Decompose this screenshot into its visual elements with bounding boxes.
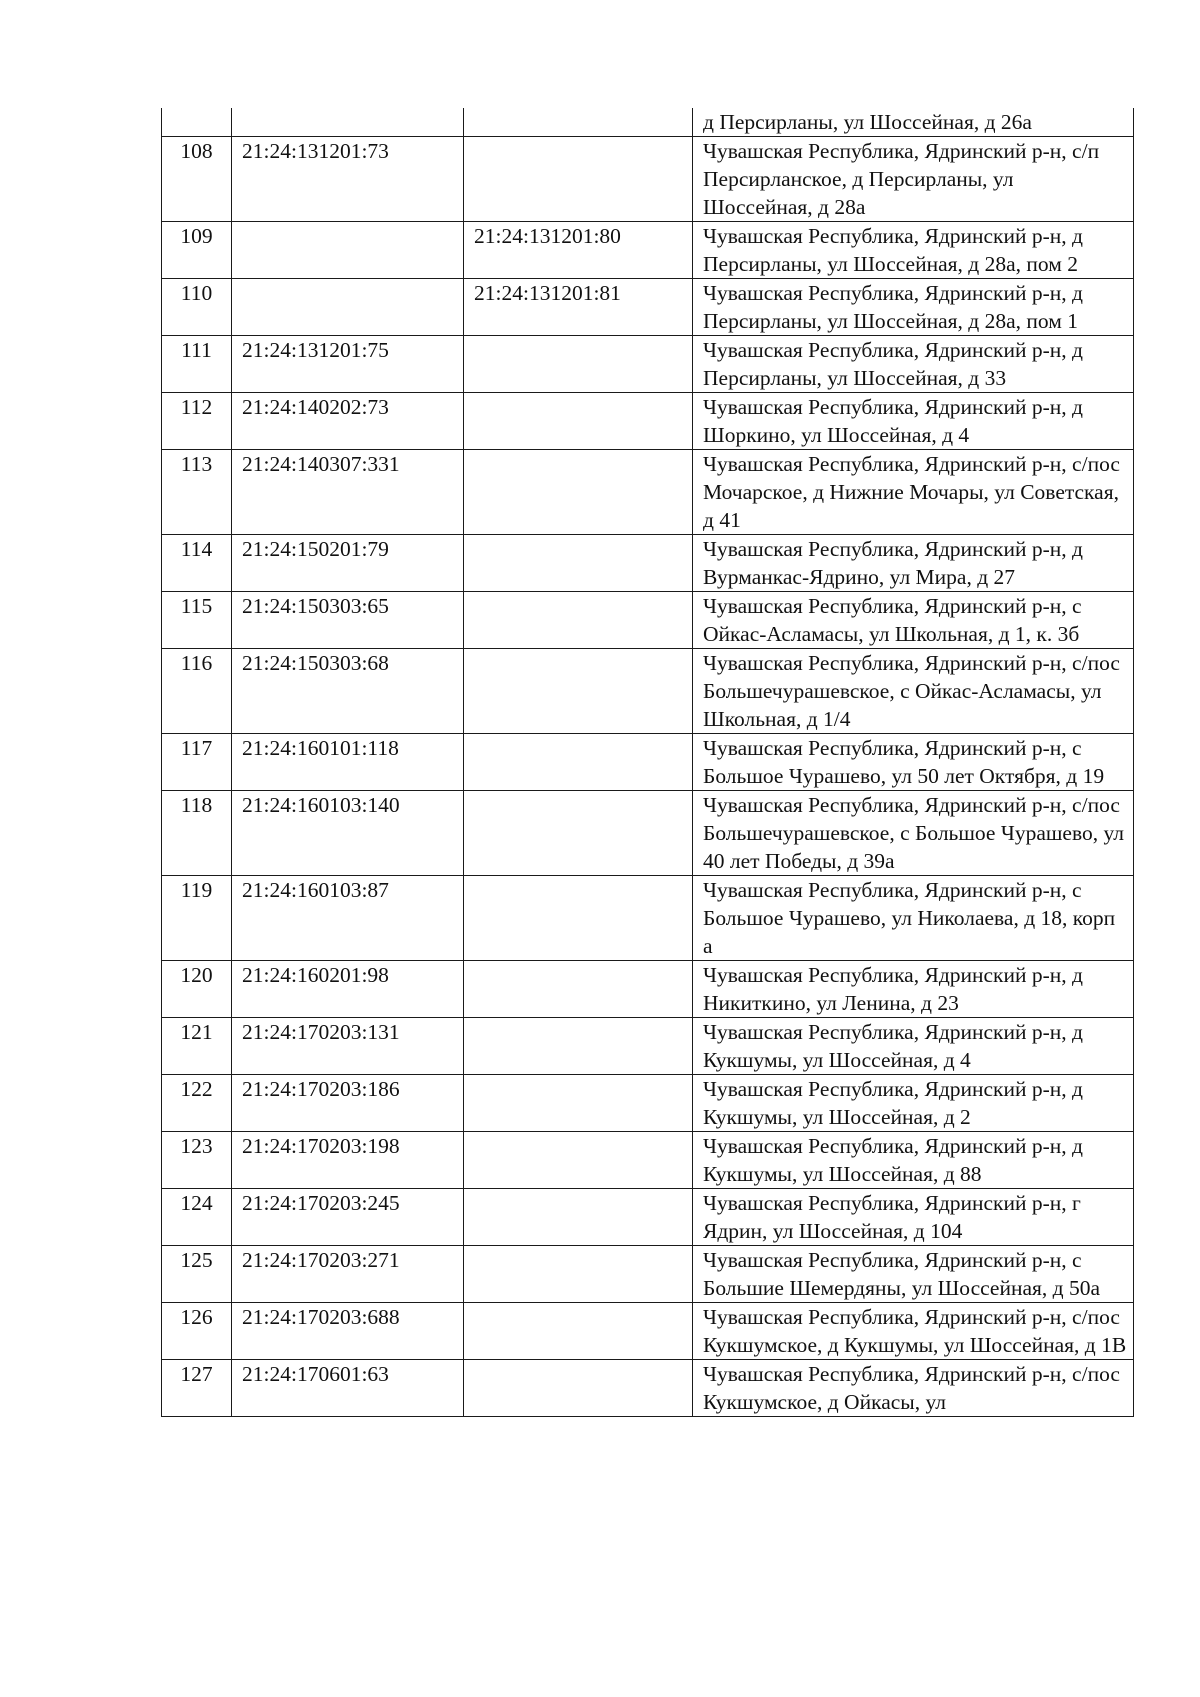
cadastral-number-building [464, 1018, 693, 1075]
cadastral-number-building [464, 137, 693, 222]
table-row [162, 1246, 1134, 1303]
cadastral-number-building [464, 649, 693, 734]
table-row [162, 961, 1134, 1018]
table-row [162, 336, 1134, 393]
address-cell: Чувашская Республика, Ядринский р-н, с Большое Чурашево, ул Николаева, д 18, корп а [693, 876, 1134, 961]
address-cell: Чувашская Республика, Ядринский р-н, с/пос Кукшумское, д Ойкасы, ул [693, 1360, 1134, 1417]
table-row [162, 649, 1134, 734]
address-cell: Чувашская Республика, Ядринский р-н, д Вурманкас-Ядрино, ул Мира, д 27 [693, 535, 1134, 592]
row-number: 113 [162, 450, 232, 535]
cadastral-number-land: 21:24:160201:98 [232, 961, 464, 1018]
cadastral-number-land: 21:24:140202:73 [232, 393, 464, 450]
row-number: 120 [162, 961, 232, 1018]
table-row [162, 393, 1134, 450]
cadastral-number-building [464, 1132, 693, 1189]
cadastral-number-building [464, 108, 693, 137]
cadastral-number-land: 21:24:170203:186 [232, 1075, 464, 1132]
table-row [162, 1360, 1134, 1417]
table-row [162, 1075, 1134, 1132]
row-number: 112 [162, 393, 232, 450]
table-row [162, 1018, 1134, 1075]
cadastral-number-building [464, 961, 693, 1018]
row-number: 108 [162, 137, 232, 222]
cadastral-number-land: 21:24:170601:63 [232, 1360, 464, 1417]
table-row [162, 137, 1134, 222]
table-row [162, 222, 1134, 279]
cadastral-number-land: 21:24:160103:87 [232, 876, 464, 961]
table-row [162, 108, 1134, 137]
cadastral-number-land: 21:24:170203:245 [232, 1189, 464, 1246]
row-number: 125 [162, 1246, 232, 1303]
cadastral-number-land: 21:24:150303:68 [232, 649, 464, 734]
row-number [162, 108, 232, 137]
row-number: 111 [162, 336, 232, 393]
table-row [162, 592, 1134, 649]
cadastral-number-land [232, 222, 464, 279]
address-cell: Чувашская Республика, Ядринский р-н, д Кукшумы, ул Шоссейная, д 2 [693, 1075, 1134, 1132]
row-number: 123 [162, 1132, 232, 1189]
cadastral-number-land: 21:24:170203:198 [232, 1132, 464, 1189]
table-row [162, 1303, 1134, 1360]
cadastral-number-land: 21:24:150303:65 [232, 592, 464, 649]
row-number: 118 [162, 791, 232, 876]
cadastral-number-building: 21:24:131201:80 [464, 222, 693, 279]
cadastral-number-building [464, 336, 693, 393]
address-cell: Чувашская Республика, Ядринский р-н, г Ядрин, ул Шоссейная, д 104 [693, 1189, 1134, 1246]
row-number: 116 [162, 649, 232, 734]
address-cell: Чувашская Республика, Ядринский р-н, д Никиткино, ул Ленина, д 23 [693, 961, 1134, 1018]
address-cell: Чувашская Республика, Ядринский р-н, с/пос Большечурашевское, с Ойкас-Асламасы, ул Школьная, д 1/4 [693, 649, 1134, 734]
row-number: 117 [162, 734, 232, 791]
row-number: 127 [162, 1360, 232, 1417]
row-number: 114 [162, 535, 232, 592]
address-cell: Чувашская Республика, Ядринский р-н, д Персирланы, ул Шоссейная, д 33 [693, 336, 1134, 393]
property-table [161, 108, 1134, 1417]
cadastral-number-land: 21:24:170203:688 [232, 1303, 464, 1360]
cadastral-number-building [464, 791, 693, 876]
row-number: 110 [162, 279, 232, 336]
row-number: 124 [162, 1189, 232, 1246]
cadastral-number-building: 21:24:131201:81 [464, 279, 693, 336]
row-number: 115 [162, 592, 232, 649]
address-cell: Чувашская Республика, Ядринский р-н, с Большие Шемердяны, ул Шоссейная, д 50а [693, 1246, 1134, 1303]
table-row [162, 1189, 1134, 1246]
row-number: 109 [162, 222, 232, 279]
address-cell: Чувашская Республика, Ядринский р-н, с/пос Большечурашевское, с Большое Чурашево, ул 40 лет Победы, д 39а [693, 791, 1134, 876]
cadastral-number-land: 21:24:150201:79 [232, 535, 464, 592]
cadastral-number-land: 21:24:160103:140 [232, 791, 464, 876]
cadastral-number-land: 21:24:131201:75 [232, 336, 464, 393]
table-row [162, 535, 1134, 592]
row-number: 119 [162, 876, 232, 961]
cadastral-number-building [464, 1075, 693, 1132]
cadastral-number-building [464, 734, 693, 791]
cadastral-number-land [232, 108, 464, 137]
address-cell: Чувашская Республика, Ядринский р-н, с/пос Кукшумское, д Кукшумы, ул Шоссейная, д 1В [693, 1303, 1134, 1360]
cadastral-number-land: 21:24:170203:271 [232, 1246, 464, 1303]
address-cell: д Персирланы, ул Шоссейная, д 26а [693, 108, 1134, 137]
address-cell: Чувашская Республика, Ядринский р-н, с/пос Мочарское, д Нижние Мочары, ул Советская, д 41 [693, 450, 1134, 535]
address-cell: Чувашская Республика, Ядринский р-н, д Кукшумы, ул Шоссейная, д 4 [693, 1018, 1134, 1075]
cadastral-number-building [464, 1246, 693, 1303]
table-row [162, 1132, 1134, 1189]
cadastral-number-building [464, 592, 693, 649]
address-cell: Чувашская Республика, Ядринский р-н, д Кукшумы, ул Шоссейная, д 88 [693, 1132, 1134, 1189]
cadastral-number-land: 21:24:131201:73 [232, 137, 464, 222]
table-row [162, 279, 1134, 336]
table-row [162, 876, 1134, 961]
cadastral-number-building [464, 1303, 693, 1360]
cadastral-number-building [464, 1189, 693, 1246]
address-cell: Чувашская Республика, Ядринский р-н, д Персирланы, ул Шоссейная, д 28а, пом 2 [693, 222, 1134, 279]
cadastral-number-building [464, 876, 693, 961]
address-cell: Чувашская Республика, Ядринский р-н, д Персирланы, ул Шоссейная, д 28а, пом 1 [693, 279, 1134, 336]
address-cell: Чувашская Республика, Ядринский р-н, д Шоркино, ул Шоссейная, д 4 [693, 393, 1134, 450]
cadastral-number-building [464, 535, 693, 592]
cadastral-number-land: 21:24:170203:131 [232, 1018, 464, 1075]
address-cell: Чувашская Республика, Ядринский р-н, с/п Персирланское, д Персирланы, ул Шоссейная, д 28а [693, 137, 1134, 222]
table-row [162, 450, 1134, 535]
cadastral-number-building [464, 450, 693, 535]
address-cell: Чувашская Республика, Ядринский р-н, с Большое Чурашево, ул 50 лет Октября, д 19 [693, 734, 1134, 791]
row-number: 126 [162, 1303, 232, 1360]
table-row [162, 734, 1134, 791]
table-row [162, 791, 1134, 876]
address-cell: Чувашская Республика, Ядринский р-н, с Ойкас-Асламасы, ул Школьная, д 1, к. 3б [693, 592, 1134, 649]
row-number: 121 [162, 1018, 232, 1075]
cadastral-number-land [232, 279, 464, 336]
cadastral-number-building [464, 1360, 693, 1417]
property-table-body [162, 108, 1134, 1417]
cadastral-number-land: 21:24:140307:331 [232, 450, 464, 535]
cadastral-number-land: 21:24:160101:118 [232, 734, 464, 791]
cadastral-number-building [464, 393, 693, 450]
row-number: 122 [162, 1075, 232, 1132]
